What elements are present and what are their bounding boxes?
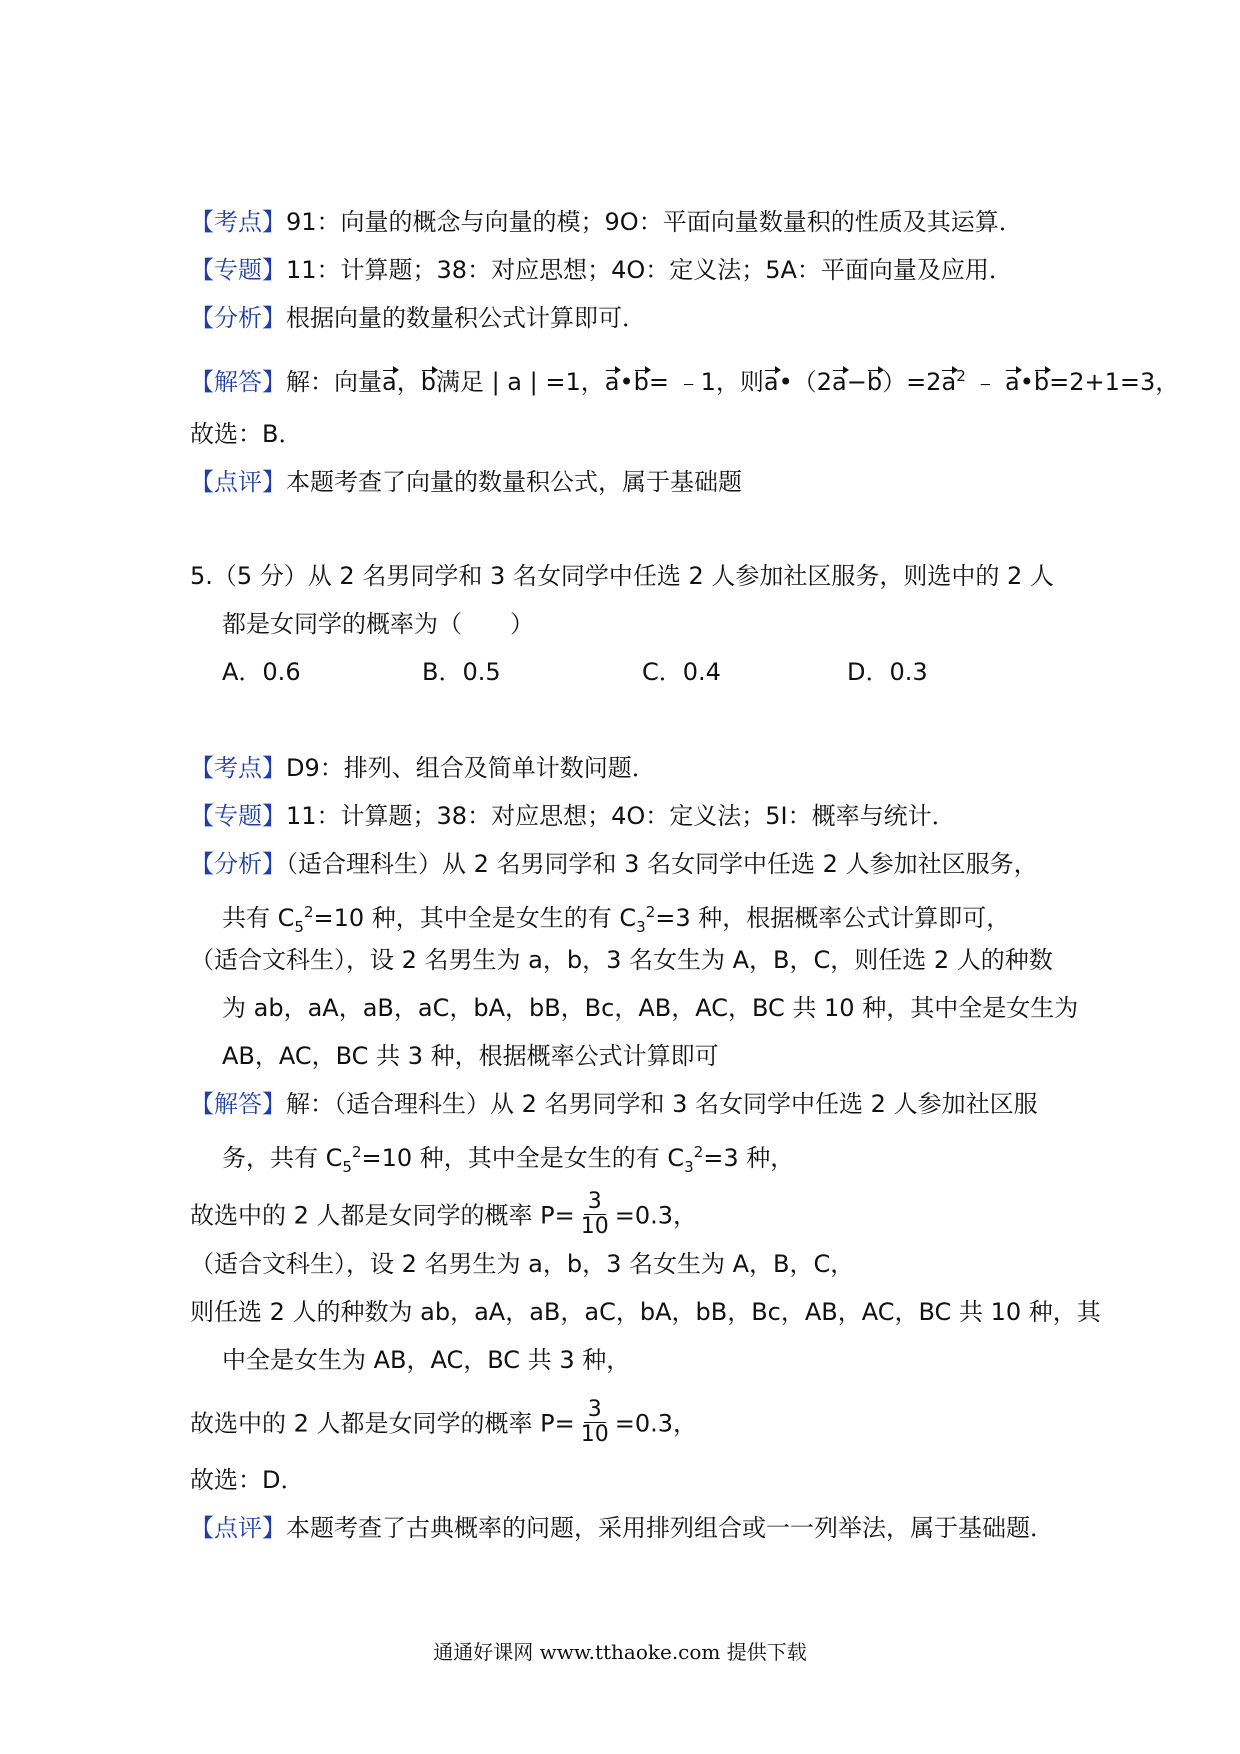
kaodian-text: D9：排列、组合及简单计数问题． [286, 754, 656, 782]
option-a: A．0.6 [222, 658, 301, 686]
vector-a: a [382, 368, 397, 396]
sub: 5 [294, 917, 304, 936]
option-b: B．0.5 [422, 658, 501, 686]
fraction-denominator: 10 [580, 1214, 609, 1239]
jieda-text-2b: =10 种，其中全是女生的有 C [361, 1144, 685, 1172]
zhuanti-text: 11：计算题；38：对应思想；4O：定义法；5A：平面向量及应用． [286, 256, 1013, 284]
jieda-text-3b: =0.3， [614, 1201, 698, 1230]
fenxi-text-1: （适合理科生）从 2 名男同学和 3 名女同学中任选 2 人参加社区服务， [286, 850, 1038, 878]
jieda-text-1: 解：（适合理科生）从 2 名男同学和 3 名女同学中任选 2 人参加社区服 [286, 1090, 1038, 1118]
q5-fenxi-line3: （适合文科生），设 2 名男生为 a，b，3 名女生为 A，B，C，则任选 2 人的种数 [190, 946, 1053, 974]
q5-jieda-line7 [190, 1397, 698, 1449]
q5-jieda-line2 [222, 1136, 794, 1183]
jieda-tag: 【解答】 [190, 1090, 286, 1118]
jieda-text-3a: 故选中的 2 人都是女同学的概率 P= [190, 1201, 575, 1230]
sup: 2 [303, 903, 314, 921]
fenxi-text-2a: 共有 C [222, 904, 295, 932]
dianping-text: 本题考查了向量的数量积公式，属于基础题 [286, 468, 742, 496]
dianping-tag: 【点评】 [190, 468, 286, 496]
dianping-tag: 【点评】 [190, 1514, 286, 1542]
q5-jieda-line6: 中全是女生为 AB，AC，BC 共 3 种， [222, 1346, 631, 1374]
vector-b: b [633, 368, 649, 396]
zhuanti-tag: 【专题】 [190, 256, 286, 284]
vector-a: a [1005, 368, 1020, 396]
jieda-text-7b: =0.3， [614, 1409, 698, 1438]
kaodian-text: 91：向量的概念与向量的模；9O：平面向量数量积的性质及其运算． [286, 208, 1023, 236]
q4-fenxi [190, 302, 646, 334]
q5-fenxi-line5: AB，AC，BC 共 3 种，根据概率公式计算即可 [222, 1042, 719, 1070]
sub: 3 [636, 917, 646, 936]
q4-jieda [190, 360, 1179, 398]
q5-jieda-line4: （适合文科生），设 2 名男生为 a，b，3 名女生为 A，B，C， [190, 1250, 855, 1278]
jieda-text-7a: 故选中的 2 人都是女同学的概率 P= [190, 1409, 575, 1438]
jieda-text-3: = ﹣1，则 [648, 368, 764, 396]
fenxi-text: 根据向量的数量积公式计算即可． [286, 304, 646, 332]
q5-stem-line2: 都是女同学的概率为（ ） [222, 610, 534, 638]
zhuanti-text: 11：计算题；38：对应思想；4O：定义法；5I：概率与统计． [286, 802, 956, 830]
square: 2 [956, 367, 966, 385]
jieda-text-2c: =3 种， [703, 1144, 795, 1172]
q4-kaodian [190, 206, 1023, 238]
jieda-text-1: 解：向量 [286, 368, 382, 396]
kaodian-tag: 【考点】 [190, 208, 286, 236]
dot: • [619, 368, 634, 396]
q5-fenxi-line1 [190, 848, 1038, 880]
jieda-text-7: =2+1=3， [1049, 368, 1180, 396]
fraction-denominator: 10 [580, 1422, 609, 1447]
jieda-text-5: ）=2 [882, 368, 942, 396]
jieda-text-6: ﹣ [965, 368, 1005, 396]
jieda-text-4: （2 [792, 368, 833, 396]
jieda-text-2: 满足 | a | =1， [435, 368, 605, 396]
fraction [577, 1190, 613, 1239]
q5-jieda-line1 [190, 1088, 1038, 1120]
vector-a: a [832, 368, 847, 396]
option-d: D．0.3 [847, 658, 928, 686]
vector-a: a [604, 368, 620, 396]
q5-fenxi-line4: 为 ab，aA，aB，aC，bA，bB，Bc，AB，AC，BC 共 10 种，其中全是女生为 [222, 994, 1079, 1022]
dot: • [1019, 368, 1034, 396]
fenxi-text-2b: =10 种，其中全是女生的有 C [313, 904, 637, 932]
q4-dianping [190, 466, 742, 498]
fenxi-tag: 【分析】 [190, 850, 286, 878]
fraction [577, 1398, 613, 1447]
q5-zhuanti [190, 800, 956, 832]
jieda-text-2a: 务，共有 C [222, 1144, 343, 1172]
page-footer: 通通好课网 www.tthaoke.com 提供下载 [433, 1640, 807, 1664]
q4-zhuanti [190, 254, 1013, 286]
jieda-tag: 【解答】 [190, 368, 286, 396]
q5-kaodian [190, 752, 656, 784]
sub: 5 [342, 1157, 352, 1176]
vector-b: b [1033, 368, 1050, 396]
sup: 2 [693, 1143, 704, 1161]
q5-stem-line1: 5.（5 分）从 2 名男同学和 3 名女同学中任选 2 人参加社区服务，则选中的 2 人 [190, 562, 1054, 590]
zhuanti-tag: 【专题】 [190, 802, 286, 830]
q5-dianping [190, 1512, 1054, 1544]
q5-fenxi-line2 [222, 896, 1010, 943]
q5-options [222, 656, 1002, 688]
q5-jieda-line3 [190, 1189, 698, 1241]
dot: • [778, 368, 793, 396]
comma: ， [396, 368, 421, 396]
vector-b: b [866, 368, 883, 396]
sup: 2 [645, 903, 656, 921]
fenxi-tag: 【分析】 [190, 304, 286, 332]
vector-b: b [420, 368, 436, 396]
sup: 2 [351, 1143, 362, 1161]
minus: − [846, 368, 867, 396]
vector-a: a [941, 368, 957, 396]
dianping-text: 本题考查了古典概率的问题，采用排列组合或一一列举法，属于基础题． [286, 1514, 1054, 1542]
q5-guxuan: 故选：D． [190, 1466, 305, 1494]
fraction-numerator: 3 [584, 1398, 606, 1423]
fraction-numerator: 3 [584, 1190, 606, 1215]
q5-jieda-line5: 则任选 2 人的种数为 ab，aA，aB，aC，bA，bB，Bc，AB，AC，BC 共 10 种，其 [190, 1298, 1101, 1326]
option-c: C．0.4 [642, 658, 721, 686]
vector-a: a [763, 368, 779, 396]
kaodian-tag: 【考点】 [190, 754, 286, 782]
fenxi-text-2c: =3 种，根据概率公式计算即可， [655, 904, 1011, 932]
sub: 3 [684, 1157, 694, 1176]
q4-guxuan: 故选：B． [190, 420, 303, 448]
